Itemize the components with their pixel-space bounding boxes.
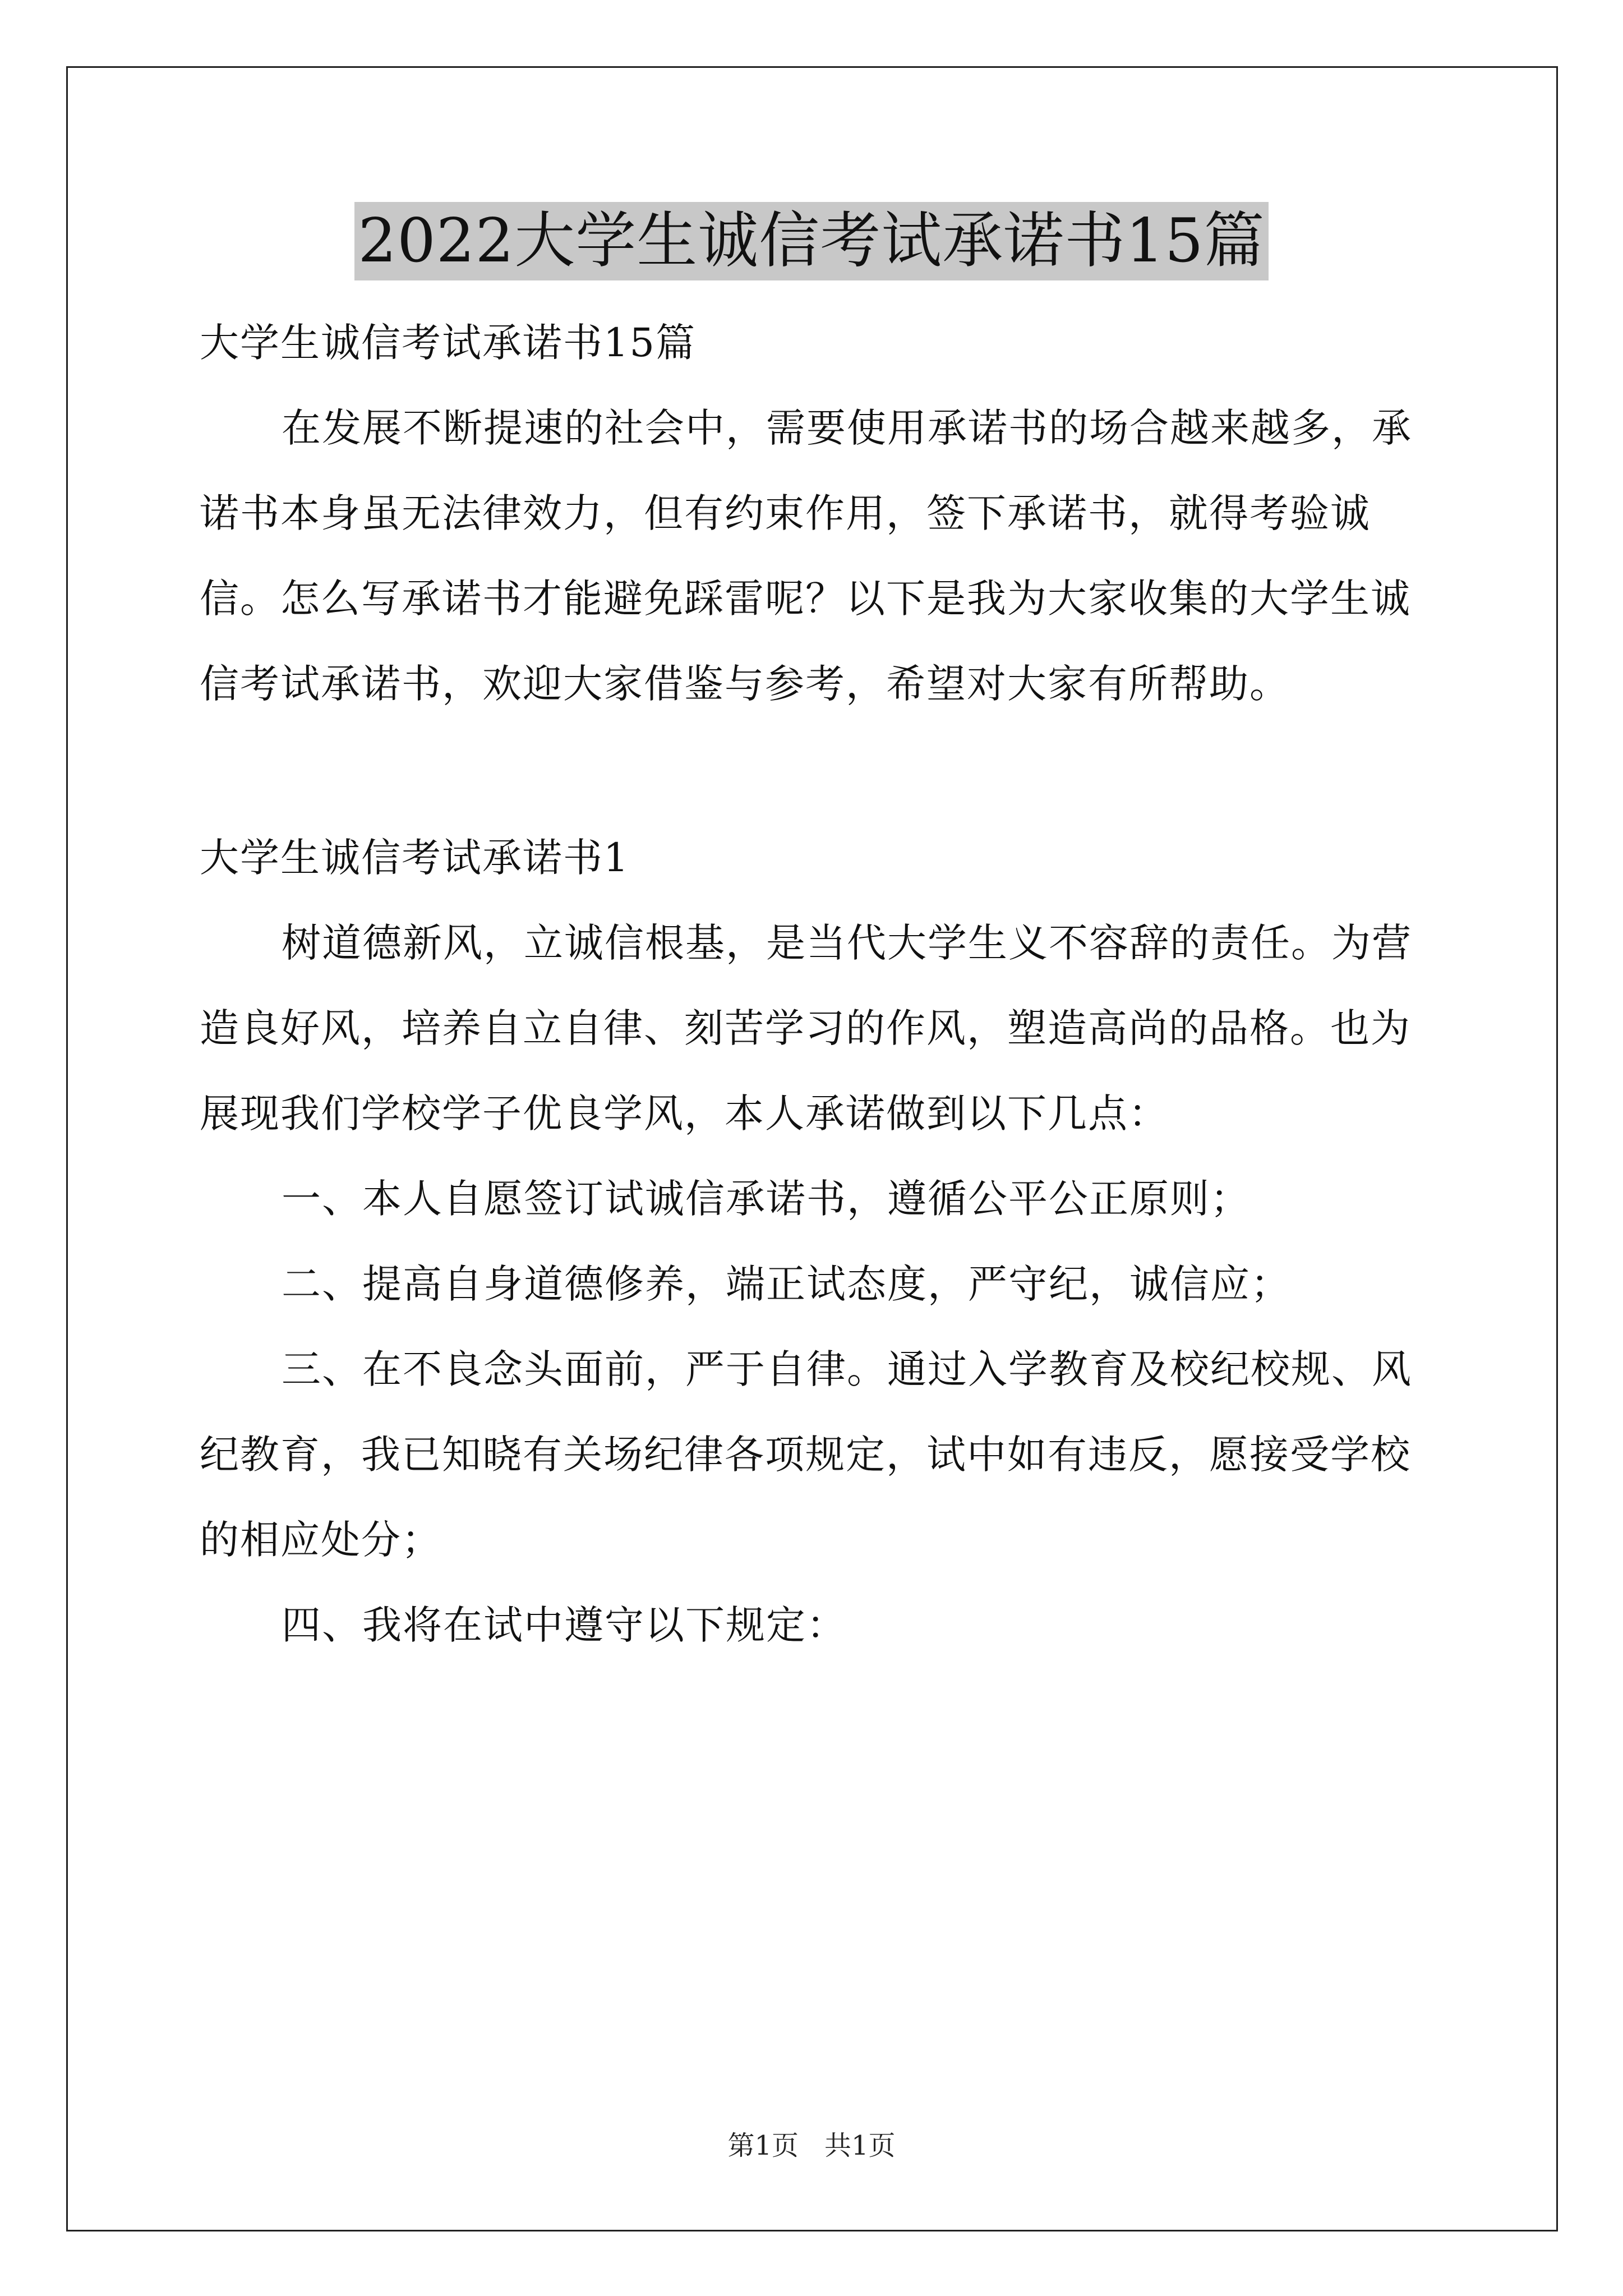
- document-title: 2022大学生诚信考试承诺书15篇: [354, 202, 1268, 280]
- document-subtitle: 大学生诚信考试承诺书15篇: [200, 320, 697, 366]
- body-paragraph: 树道德新风，立诚信根基，是当代大学生义不容辞的责任。为营造良好风，培养自立自律、刻苦学习的作风，塑造高尚的品格。也为展现我们学校学子优良学风，本人承诺做到以下几点：: [200, 920, 1412, 1137]
- promise-item-3: 三、在不良念头面前，严于自律。通过入学教育及校纪校规、风纪教育，我已知晓有关场纪律各项规定，试中如有违反，愿接受学校的相应处分；: [200, 1346, 1412, 1563]
- page-footer: [0, 2129, 1623, 2162]
- intro-paragraph: 在发展不断提速的社会中，需要使用承诺书的场合越来越多，承诺书本身虽无法律效力，但有约束作用，签下承诺书，就得考验诚信。怎么写承诺书才能避免踩雷呢？以下是我为大家收集的大学生诚信考试承诺书，欢迎大家借鉴与参考，希望对大家有所帮助。: [200, 405, 1412, 707]
- promise-item-1: 一、本人自愿签订试诚信承诺书，遵循公平公正原则；: [282, 1176, 1251, 1222]
- page-total: 共1页: [824, 2130, 896, 2161]
- page-number: 第1页: [727, 2130, 799, 2161]
- section-heading: 大学生诚信考试承诺书1: [200, 835, 630, 881]
- promise-item-2: 二、提高自身道德修养，端正试态度，严守纪，诚信应；: [282, 1261, 1291, 1307]
- document-body: [200, 300, 1428, 1668]
- title-block: [0, 202, 1623, 280]
- promise-item-4: 四、我将在试中遵守以下规定：: [282, 1602, 847, 1648]
